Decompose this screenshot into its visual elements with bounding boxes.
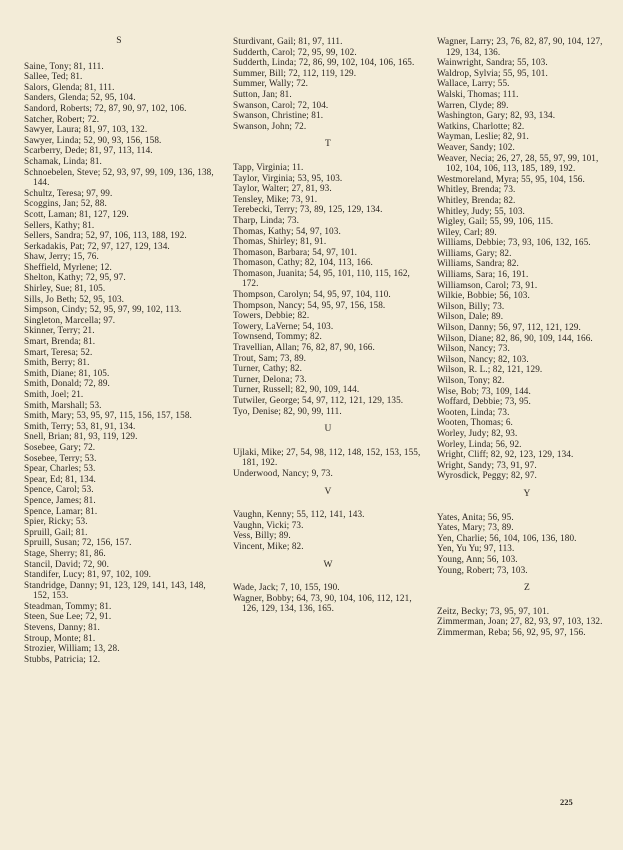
- index-entry: Singleton, Marcella; 97.: [24, 314, 116, 325]
- index-entry: Vaughn, Kenny; 55, 112, 141, 143.: [233, 509, 365, 520]
- index-entry: Swanson, Carol; 72, 104.: [233, 99, 329, 110]
- index-entry: Yen, Charlie; 56, 104, 106, 136, 180.: [437, 532, 577, 543]
- index-entry: Stroup, Monte; 81.: [24, 632, 96, 643]
- index-entry: Worley, Linda; 56, 92.: [437, 438, 522, 449]
- index-entry: Thompson, Carolyn; 54, 95, 97, 104, 110.: [233, 289, 391, 300]
- index-entry: Williams, Sara; 16, 191.: [437, 269, 529, 280]
- index-entry: Whitley, Brenda; 82.: [437, 194, 516, 205]
- index-entry: Summer, Bill; 72, 112, 119, 129.: [233, 67, 357, 78]
- index-entry: Sallee, Ted; 81.: [24, 71, 83, 82]
- index-entry: Swanson, John; 72.: [233, 120, 307, 131]
- index-entry: Young, Ann; 56, 103.: [437, 553, 518, 564]
- section-letter-heading: Z: [524, 583, 530, 594]
- index-entry: Worley, Judy; 82, 93.: [437, 427, 518, 438]
- index-entry: Wagner, Larry; 23, 76, 82, 87, 90, 104, 127, 129, 134, 136.: [437, 36, 603, 57]
- index-entry: Schultz, Teresa; 97, 99.: [24, 187, 113, 198]
- index-entry: Wiley, Carl; 89.: [437, 226, 497, 237]
- index-entry: Sturdivant, Gail; 81, 97, 111.: [233, 36, 343, 46]
- index-entry: Smith, Terry; 53, 81, 91, 134.: [24, 420, 136, 431]
- index-entry: Wallace, Larry; 55.: [437, 78, 510, 89]
- section-letter-heading: Y: [523, 488, 531, 499]
- index-entry: Yates, Mary; 73, 89.: [437, 522, 514, 533]
- section-letter-heading: V: [324, 486, 332, 497]
- index-entry: Sandord, Roberts; 72, 87, 90, 97, 102, 106.: [24, 102, 187, 113]
- index-entry: Woffard, Debbie; 73, 95.: [437, 396, 531, 407]
- index-entry: Smith, Joel; 21.: [24, 389, 84, 399]
- index-entry: Yates, Anita; 56, 95.: [437, 511, 514, 522]
- index-entry: Stage, Sherry; 81, 86.: [24, 547, 106, 558]
- index-entry: Sawyer, Linda; 52, 90, 93, 156, 158.: [24, 134, 162, 145]
- index-entry: Stancil, David; 72, 90.: [24, 558, 109, 569]
- index-entry: Ujlaki, Mike; 27, 54, 98, 112, 148, 152, 153, 155, 181, 192.: [233, 446, 421, 468]
- index-entry: Sudderth, Linda; 72, 86, 99, 102, 104, 106, 165.: [233, 57, 415, 68]
- index-entry: Smith, Mary; 53, 95, 97, 115, 156, 157, 158.: [24, 410, 192, 421]
- index-entry: Smart, Teresa; 52.: [24, 346, 93, 357]
- index-entry: Sutton, Jan; 81.: [233, 88, 292, 99]
- index-entry: Walski, Thomas; 111.: [437, 88, 519, 99]
- index-entry: Shirley, Sue; 81, 105.: [24, 283, 106, 294]
- index-entry: Whitley, Brenda; 73.: [437, 184, 516, 195]
- index-entry: Weaver, Sandy; 102.: [437, 141, 515, 152]
- index-entry: Spence, Carol; 53.: [24, 484, 94, 495]
- index-entry: Sanders, Glenda; 52, 95, 104.: [24, 92, 136, 103]
- index-entry: Vincent, Mike; 82.: [233, 540, 304, 551]
- page-number: 225: [560, 797, 573, 807]
- index-entry: Stevens, Danny; 81.: [24, 622, 100, 633]
- index-entry: Townsend, Tommy; 82.: [233, 331, 322, 342]
- index-entry: Spence, Lamar; 81.: [24, 505, 98, 516]
- index-entry: Zeitz, Becky; 73, 95, 97, 101.: [437, 605, 550, 616]
- index-entry: Wright, Cliff; 82, 92, 123, 129, 134.: [437, 449, 574, 460]
- index-entry: Smith, Diane; 81, 105.: [24, 367, 110, 378]
- index-column-2: [233, 36, 423, 614]
- index-entry: Sosebee, Terry; 53.: [24, 452, 97, 463]
- index-entry: Wilson, Dale; 89.: [437, 311, 504, 322]
- index-entry: Taylor, Virginia; 53, 95, 103.: [233, 172, 343, 183]
- index-entry: Steadman, Tommy; 81.: [24, 600, 112, 611]
- index-entry: Scarberry, Dede; 81, 97, 113, 114.: [24, 145, 153, 156]
- index-entry: Turner, Delona; 73.: [233, 373, 307, 384]
- index-entry: Vess, Billy; 89.: [233, 530, 291, 541]
- index-entry: Wilson, R. L.; 82, 121, 129.: [437, 364, 543, 375]
- index-entry: Williams, Sandra; 82.: [437, 258, 519, 269]
- index-entry: Thomason, Barbara; 54, 97, 101.: [233, 246, 358, 257]
- index-entry: Saine, Tony; 81, 111.: [24, 60, 104, 71]
- index-entry: Smith, Berry; 81.: [24, 357, 90, 368]
- index-entry: Whitley, Judy; 55, 103.: [437, 205, 525, 216]
- index-entry: Tyo, Denise; 82, 90, 99, 111.: [233, 405, 342, 416]
- index-entry: Westmoreland, Myra; 55, 95, 104, 156.: [437, 173, 585, 184]
- index-entry: Smith, Donald; 72, 89.: [24, 378, 110, 389]
- index-entry: Skinner, Terry; 21.: [24, 325, 95, 336]
- index-entry: Wilson, Nancy; 82, 103.: [437, 353, 529, 364]
- index-entry: Schnoebelen, Steve; 52, 93, 97, 99, 109, 136, 138, 144.: [24, 166, 214, 188]
- index-entry: Swanson, Christine; 81.: [233, 110, 324, 121]
- index-entry: Towery, LaVerne; 54, 103.: [233, 320, 334, 331]
- index-entry: Wainwright, Sandra; 55, 103.: [437, 57, 548, 68]
- index-entry: Taylor, Walter; 27, 81, 93.: [233, 183, 332, 194]
- index-entry: Yen, Yu Yu; 97, 113.: [437, 543, 515, 554]
- index-entry: Turner, Russell; 82, 90, 109, 144.: [233, 384, 360, 395]
- index-entry: Tharp, Linda; 73.: [233, 214, 299, 225]
- index-entry: Sellers, Kathy; 81.: [24, 219, 95, 230]
- index-entry: Spier, Ricky; 53.: [24, 516, 88, 527]
- index-entry: Tapp, Virginia; 11.: [233, 161, 304, 172]
- index-entry: Towers, Debbie; 82.: [233, 310, 310, 321]
- index-entry: Sosebee, Gary; 72.: [24, 441, 96, 452]
- index-entry: Steen, Sue Lee; 72, 91.: [24, 611, 112, 622]
- index-entry: Salors, Glenda; 81, 111.: [24, 81, 115, 92]
- index-entry: Sheffield, Myrlene; 12.: [24, 261, 112, 272]
- index-entry: Wright, Sandy; 73, 91, 97.: [437, 459, 537, 470]
- index-entry: Wyrosdick, Peggy; 82, 97.: [437, 470, 537, 481]
- index-entry: Standridge, Danny; 91, 123, 129, 141, 143, 148, 152, 153.: [24, 579, 206, 601]
- index-entry: Tutwiler, George; 54, 97, 112, 121, 129, 135.: [233, 395, 404, 405]
- index-column-3: [437, 36, 617, 637]
- index-entry: Waldrop, Sylvia; 55, 95, 101.: [437, 67, 548, 78]
- index-entry: Thomas, Kathy; 54, 97, 103.: [233, 225, 341, 236]
- index-entry: Tensley, Mike; 73, 91.: [233, 193, 318, 204]
- index-entry: Smith, Marshall; 53.: [24, 399, 102, 410]
- index-entry: Williams, Gary; 82.: [437, 247, 512, 258]
- index-entry: Serkadakis, Pat; 72, 97, 127, 129, 134.: [24, 240, 170, 251]
- section-letter-heading: T: [325, 139, 331, 150]
- index-entry: Scott, Laman; 81, 127, 129.: [24, 208, 129, 219]
- section-letter-heading: S: [116, 36, 122, 46]
- index-entry: Sawyer, Laura; 81, 97, 103, 132.: [24, 124, 148, 135]
- index-entry: Shelton, Kathy; 72, 95, 97.: [24, 272, 126, 283]
- index-entry: Smart, Brenda; 81.: [24, 336, 96, 347]
- index-entry: Spruill, Gail; 81.: [24, 526, 88, 537]
- index-entry: Washington, Gary; 82, 93, 134.: [437, 110, 556, 121]
- index-entry: Underwood, Nancy; 9, 73.: [233, 467, 333, 478]
- index-entry: Weaver, Necia; 26, 27, 28, 55, 97, 99, 101, 102, 104, 106, 113, 185, 189, 192.: [437, 152, 599, 174]
- index-entry: Wigley, Gail; 55, 99, 106, 115.: [437, 216, 554, 227]
- index-entry: Spruill, Susan; 72, 156, 157.: [24, 537, 132, 548]
- index-entry: Wade, Jack; 7, 10, 155, 190.: [233, 582, 340, 593]
- index-entry: Sellers, Sandra; 52, 97, 106, 113, 188, 192.: [24, 230, 187, 241]
- index-entry: Standifer, Lucy; 81, 97, 102, 109.: [24, 569, 152, 580]
- index-entry: Watkins, Charlotte; 82.: [437, 120, 525, 131]
- index-entry: Wise, Bob; 73, 109, 144.: [437, 385, 531, 396]
- index-entry: Thomason, Juanita; 54, 95, 101, 110, 115, 162, 172.: [233, 267, 410, 289]
- section-letter-heading: W: [323, 559, 333, 570]
- index-entry: Spear, Charles; 53.: [24, 463, 96, 474]
- index-entry: Simpson, Cindy; 52, 95, 97, 99, 102, 113.: [24, 304, 182, 315]
- index-entry: Thompson, Nancy; 54, 95, 97, 156, 158.: [233, 299, 386, 310]
- index-entry: Satcher, Robert; 72.: [24, 113, 100, 124]
- index-entry: Sudderth, Carol; 72, 95, 99, 102.: [233, 46, 357, 57]
- index-entry: Shaw, Jerry; 15, 76.: [24, 251, 99, 262]
- index-entry: Wilson, Tony; 82.: [437, 375, 505, 385]
- index-entry: Williams, Debbie; 73, 93, 106, 132, 165.: [437, 237, 591, 248]
- index-entry: Zimmerman, Joan; 27, 82, 93, 97, 103, 132.: [437, 616, 603, 627]
- index-entry: Stubbs, Patricia; 12.: [24, 653, 101, 664]
- index-entry: Warren, Clyde; 89.: [437, 99, 509, 110]
- index-entry: Spear, Ed; 81, 134.: [24, 473, 96, 484]
- index-entry: Schamak, Linda; 81.: [24, 155, 102, 166]
- index-entry: Turner, Cathy; 82.: [233, 363, 302, 374]
- index-entry: Wilson, Billy; 73.: [437, 300, 505, 311]
- index-entry: Zimmerman, Reba; 56, 92, 95, 97, 156.: [437, 626, 586, 637]
- index-entry: Terebecki, Terry; 73, 89, 125, 129, 134.: [233, 204, 383, 215]
- index-entry: Williamson, Carol; 73, 91.: [437, 279, 538, 290]
- index-entry: Wilson, Nancy; 73.: [437, 343, 510, 354]
- index-entry: Thomas, Shirley; 81, 91.: [233, 236, 327, 247]
- index-entry: Travellian, Allan; 76, 82, 87, 90, 166.: [233, 342, 375, 353]
- index-entry: Wilkie, Bobbie; 56, 103.: [437, 290, 530, 301]
- index-entry: Young, Robert; 73, 103.: [437, 564, 528, 575]
- index-entry: Vaughn, Vicki; 73.: [233, 519, 304, 530]
- index-entry: Wayman, Leslie; 82, 91.: [437, 131, 529, 142]
- index-entry: Thomason, Cathy; 82, 104, 113, 166.: [233, 257, 373, 268]
- index-entry: Spence, James; 81.: [24, 494, 96, 505]
- index-entry: Summer, Wally; 72.: [233, 78, 309, 89]
- index-entry: Wagner, Bobby; 64, 73, 90, 104, 106, 112, 121, 126, 129, 134, 136, 165.: [233, 592, 412, 614]
- index-column-1: [24, 36, 214, 664]
- index-entry: Scoggins, Jan; 52, 88.: [24, 198, 107, 209]
- index-entry: Wilson, Diane; 82, 86, 90, 109, 144, 166.: [437, 332, 593, 343]
- index-entry: Trout, Sam; 73, 89.: [233, 352, 307, 363]
- index-entry: Snell, Brian; 81, 93, 119, 129.: [24, 431, 138, 442]
- section-letter-heading: U: [324, 424, 332, 435]
- index-entry: Wooten, Thomas; 6.: [437, 417, 513, 428]
- index-entry: Strozier, William; 13, 28.: [24, 643, 120, 654]
- index-entry: Wilson, Danny; 56, 97, 112, 121, 129.: [437, 322, 581, 333]
- index-entry: Sills, Jo Beth; 52, 95, 103.: [24, 293, 125, 304]
- index-entry: Wooten, Linda; 73.: [437, 406, 510, 417]
